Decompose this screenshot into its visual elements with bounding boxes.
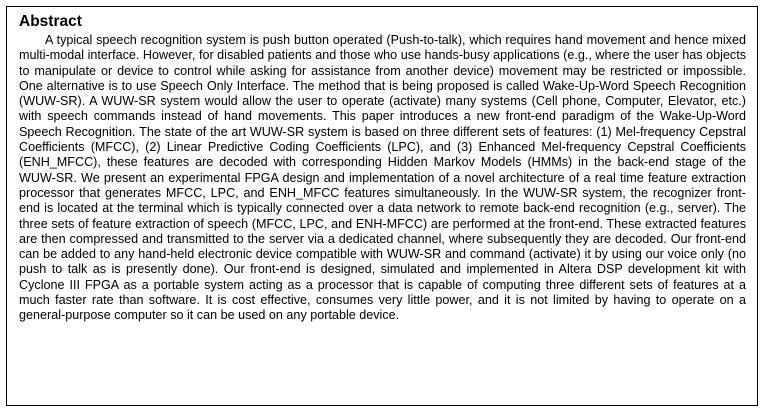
- abstract-box: [6, 6, 758, 406]
- abstract-heading: Abstract: [19, 13, 82, 30]
- abstract-body: A typical speech recognition system is push button operated (Push-to-talk), which requires hand movement and hence mixed multi-modal interface. However, for disabled patients and those who use hands-busy applications (e.g., where the user has objects to manipulate or device to control while asking for assistance from another device) movement may be restricted or impossible. One alternative is to use Speech Only Interface. The method that is being proposed is called Wake-Up-Word Speech Recognition (WUW-SR). A WUW-SR system would allow the user to operate (activate) many systems (Cell phone, Computer, Elevator, etc.) with speech commands instead of hand movements. This paper introduces a new front-end paradigm of the Wake-Up-Word Speech Recognition. The state of the art WUW-SR system is based on three different sets of features: (1) Mel-frequency Cepstral Coefficients (MFCC), (2) Linear Predictive Coding Coefficients (LPC), and (3) Enhanced Mel-frequency Cepstral Coefficients (ENH_MFCC), these features are decoded with corresponding Hidden Markov Models (HMMs) in the back-end stage of the WUW-SR. We present an experimental FPGA design and implementation of a novel architecture of a real time feature extraction processor that generates MFCC, LPC, and ENH_MFCC features simultaneously. In the WUW-SR system, the recognizer front-end is located at the terminal which is typically connected over a data network to remote back-end recognition (e.g., server). The three sets of feature extraction of speech (MFCC, LPC, and ENH-MFCC) are performed at the front-end. These extracted features are then compressed and transmitted to the server via a dedicated channel, where subsequently they are decoded. Our front-end can be added to any hand-held electronic device compatible with WUW-SR and command (activate) it by using our voice only (no push to talk as is presently done). Our front-end is designed, simulated and implemented in Altera DSP development kit with Cyclone III FPGA as a portable system acting as a processor that is capable of computing three different sets of features at a much faster rate than software. It is cost effective, consumes very little power, and it is not limited by having to operate on a general-purpose computer so it can be used on any portable device.: [19, 33, 746, 323]
